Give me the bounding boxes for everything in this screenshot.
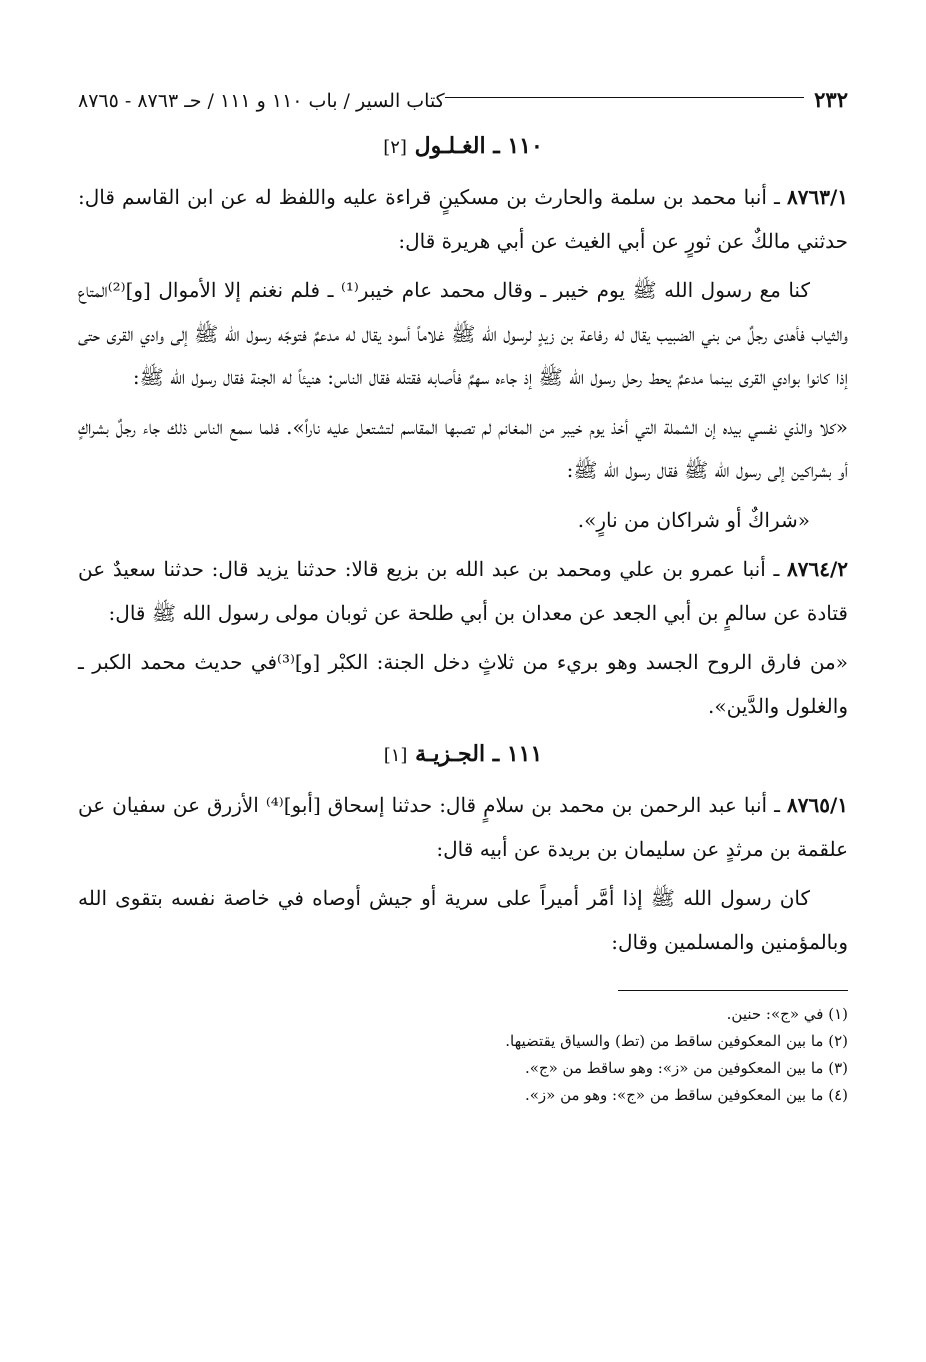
hadith-8763-end: «شراكٌ أو شراكان من نارٍ». bbox=[577, 507, 810, 532]
chapter-ref: [١] bbox=[383, 745, 408, 766]
hadith-8764-text: «من فارق الروح الجسد وهو بريء من ثلاثٍ دخل الجنة: الكبْر [و]⁽³⁾في حديث محمد الكبر ـ والغلول والدَّين». bbox=[78, 650, 849, 718]
chapter-title: ١١٠ ـ الغـلـول bbox=[414, 133, 543, 159]
chapter-title: ١١١ ـ الجـزيـة bbox=[415, 741, 543, 767]
chapter-heading-jizya bbox=[78, 734, 848, 776]
footnote-3: (٣) ما بين المعكوفين من «ز»: وهو ساقط من «ج». bbox=[524, 1059, 848, 1077]
hadith-number: ٨٧٦٣/١ bbox=[786, 185, 848, 209]
running-header bbox=[78, 90, 814, 112]
footnote-separator bbox=[618, 990, 848, 991]
isnad-text: ـ أنبا عبد الرحمن بن محمد بن سلامٍ قال: حدثنا إسحاق [أبو]⁽⁴⁾ الأزرق عن سفيان عن علقمة بن مرثدٍ عن سليمان بن بريدة عن أبيه قال: bbox=[78, 793, 848, 861]
hadith-8763-isnad bbox=[78, 176, 848, 263]
running-title: كتاب السير / باب ١١٠ و ١١١ / حـ ٨٧٦٣ - ٨٧٦٥ bbox=[78, 90, 445, 112]
footnote-1: (١) في «ج»: حنين. bbox=[726, 1005, 848, 1023]
hadith-number: ٨٧٦٥/١ bbox=[786, 793, 848, 817]
hadith-8765-text: كان رسول الله ﷺ إذا أمَّر أميراً على سرية أو جيش أوصاه في خاصة نفسه بتقوى الله وبالمؤمنين والمسلمين وقال: bbox=[78, 886, 848, 954]
footnote-2: (٢) ما بين المعكوفين ساقط من (تط) والسياق يقتضيها. bbox=[505, 1032, 848, 1050]
page-number: ٢٣٢ bbox=[814, 87, 848, 112]
chapter-ref: [٢] bbox=[383, 137, 407, 158]
header-rule bbox=[445, 96, 804, 98]
book-page bbox=[78, 78, 848, 1318]
hadith-8765-isnad bbox=[78, 784, 848, 871]
footnotes bbox=[78, 1001, 848, 1109]
chapter-heading-ghulul bbox=[78, 126, 848, 168]
page-header bbox=[78, 78, 848, 112]
hadith-8764-isnad bbox=[78, 548, 848, 635]
hadith-8763-quote: «كلا والذي نفسي بيده إن الشملة التي أخذ يوم خيبر من المغانم لم تصبها المقاسم لتشتعل عليه ناراً». فلما سمع الناس ذلك جاء رجلٌ بشراكٍ أو بشراكين إلى رسول الله ﷺ فقال رسول الله ﷺ: bbox=[78, 414, 848, 482]
isnad-text: ـ أنبا عمرو بن علي ومحمد بن عبد الله بن بزيع قالا: حدثنا يزيد قال: حدثنا سعيدٌ عن قتادة عن سالمٍ بن أبي الجعد عن معدان بن أبي طلحة عن ثوبان مولى رسول الله ﷺ قال: bbox=[78, 557, 848, 625]
hadith-number: ٨٧٦٤/٢ bbox=[786, 557, 848, 581]
hadith-8763-text: كنا مع رسول الله ﷺ يوم خيبر ـ وقال محمد عام خيبر⁽¹⁾ ـ فلم نغنم إلا الأموال [و]⁽²⁾المتاع والثياب فأهدى رجلٌ من بني الضبيب يقال له رفاعة بن زيدٍ لرسول الله ﷺ غلاماً أسود يقال له مدعمٌ فتوجّه رسول الله ﷺ إلى وادي القرى حتى إذا كانوا بوادي القرى بينما مدعمٌ يحط رحل رسول الله ﷺ إذ جاءه سهمٌ فأصابه فقتله فقال الناس: هنيئاً له الجنة فقال رسول الله ﷺ: bbox=[78, 278, 848, 389]
isnad-text: ـ أنبا محمد بن سلمة والحارث بن مسكينٍ قراءة عليه واللفظ له عن ابن القاسم قال: حدثني مالكٌ عن ثورٍ عن أبي الغيث عن أبي هريرة قال: bbox=[78, 185, 848, 253]
footnote-4: (٤) ما بين المعكوفين ساقط من «ج»: وهو من «ز». bbox=[524, 1086, 848, 1104]
